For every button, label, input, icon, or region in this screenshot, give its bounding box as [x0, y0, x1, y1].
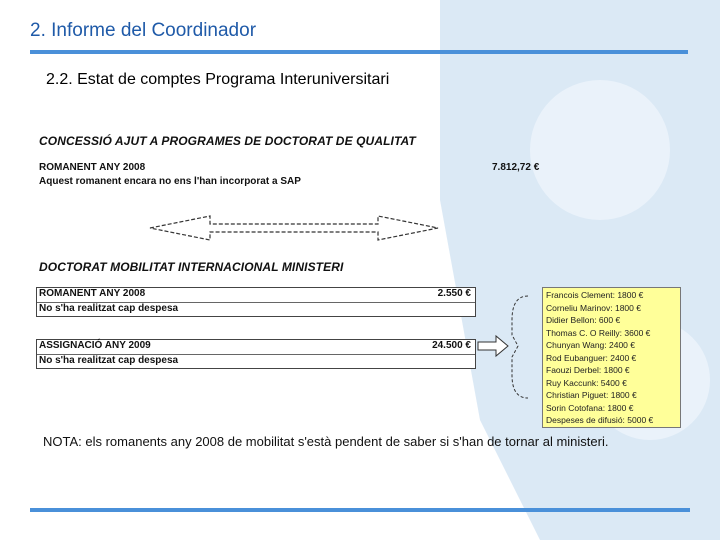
section-heading-mobilitat: DOCTORAT MOBILITAT INTERNACIONAL MINISTERI	[39, 260, 344, 274]
allocation-item: Sorin Cotofana: 1800 €	[546, 402, 634, 413]
footnote: NOTA: els romanents any 2008 de mobilitat s'està pendent de saber si s'han de tornar al ministeri.	[43, 434, 609, 449]
allocation-item: Thomas C. O Reilly: 3600 €	[546, 327, 651, 338]
allocation-item: Francois Clement: 1800 €	[546, 290, 644, 300]
slide-subtitle: 2.2. Estat de comptes Programa Interuniversitari	[46, 71, 390, 88]
romanent-note: Aquest romanent encara no ens l'han incorporat a SAP	[39, 176, 301, 187]
allocation-item: Chunyan Wang: 2400 €	[546, 340, 635, 350]
allocation-item: Corneliu Marinov: 1800 €	[546, 302, 641, 313]
section-heading-qualitat: CONCESSIÓ AJUT A PROGRAMES DE DOCTORAT DE QUALITAT	[39, 134, 416, 148]
allocation-item: Despeses de difusió: 5000 €	[546, 415, 654, 425]
background-watermark	[420, 0, 720, 540]
romanent-amount: 7.812,72 €	[492, 162, 540, 173]
box-note: No s'ha realitzat cap despesa	[39, 303, 179, 314]
slide-title: 2. Informe del Coordinador	[30, 20, 257, 41]
allocation-item: Ruy Kaccunk: 5400 €	[546, 377, 627, 388]
box-label: ROMANENT ANY 2008	[39, 288, 146, 299]
bottom-rule	[30, 508, 690, 512]
box-row	[37, 288, 475, 301]
box-row	[37, 302, 475, 316]
romanent-2008-box	[36, 287, 476, 317]
box-note: No s'ha realitzat cap despesa	[39, 355, 179, 366]
bracket-arrow-icon	[476, 290, 542, 405]
allocation-item: Rod Eubanguer: 2400 €	[546, 352, 637, 363]
box-amount: 2.550 €	[437, 288, 471, 299]
allocation-item: Faouzi Derbel: 1800 €	[546, 365, 630, 375]
allocation-item: Didier Bellon: 600 €	[546, 315, 621, 325]
romanent-label: ROMANENT ANY 2008	[39, 162, 146, 173]
top-rule	[30, 50, 688, 54]
allocation-item: Christian Piguet: 1800 €	[546, 390, 637, 400]
allocation-list	[542, 287, 681, 428]
box-amount: 24.500 €	[432, 340, 471, 351]
box-label: ASSIGNACIÓ ANY 2009	[39, 340, 151, 351]
box-row	[37, 340, 475, 353]
double-arrow-icon	[148, 214, 440, 242]
assignacio-2009-box	[36, 339, 476, 369]
box-row	[37, 354, 475, 368]
